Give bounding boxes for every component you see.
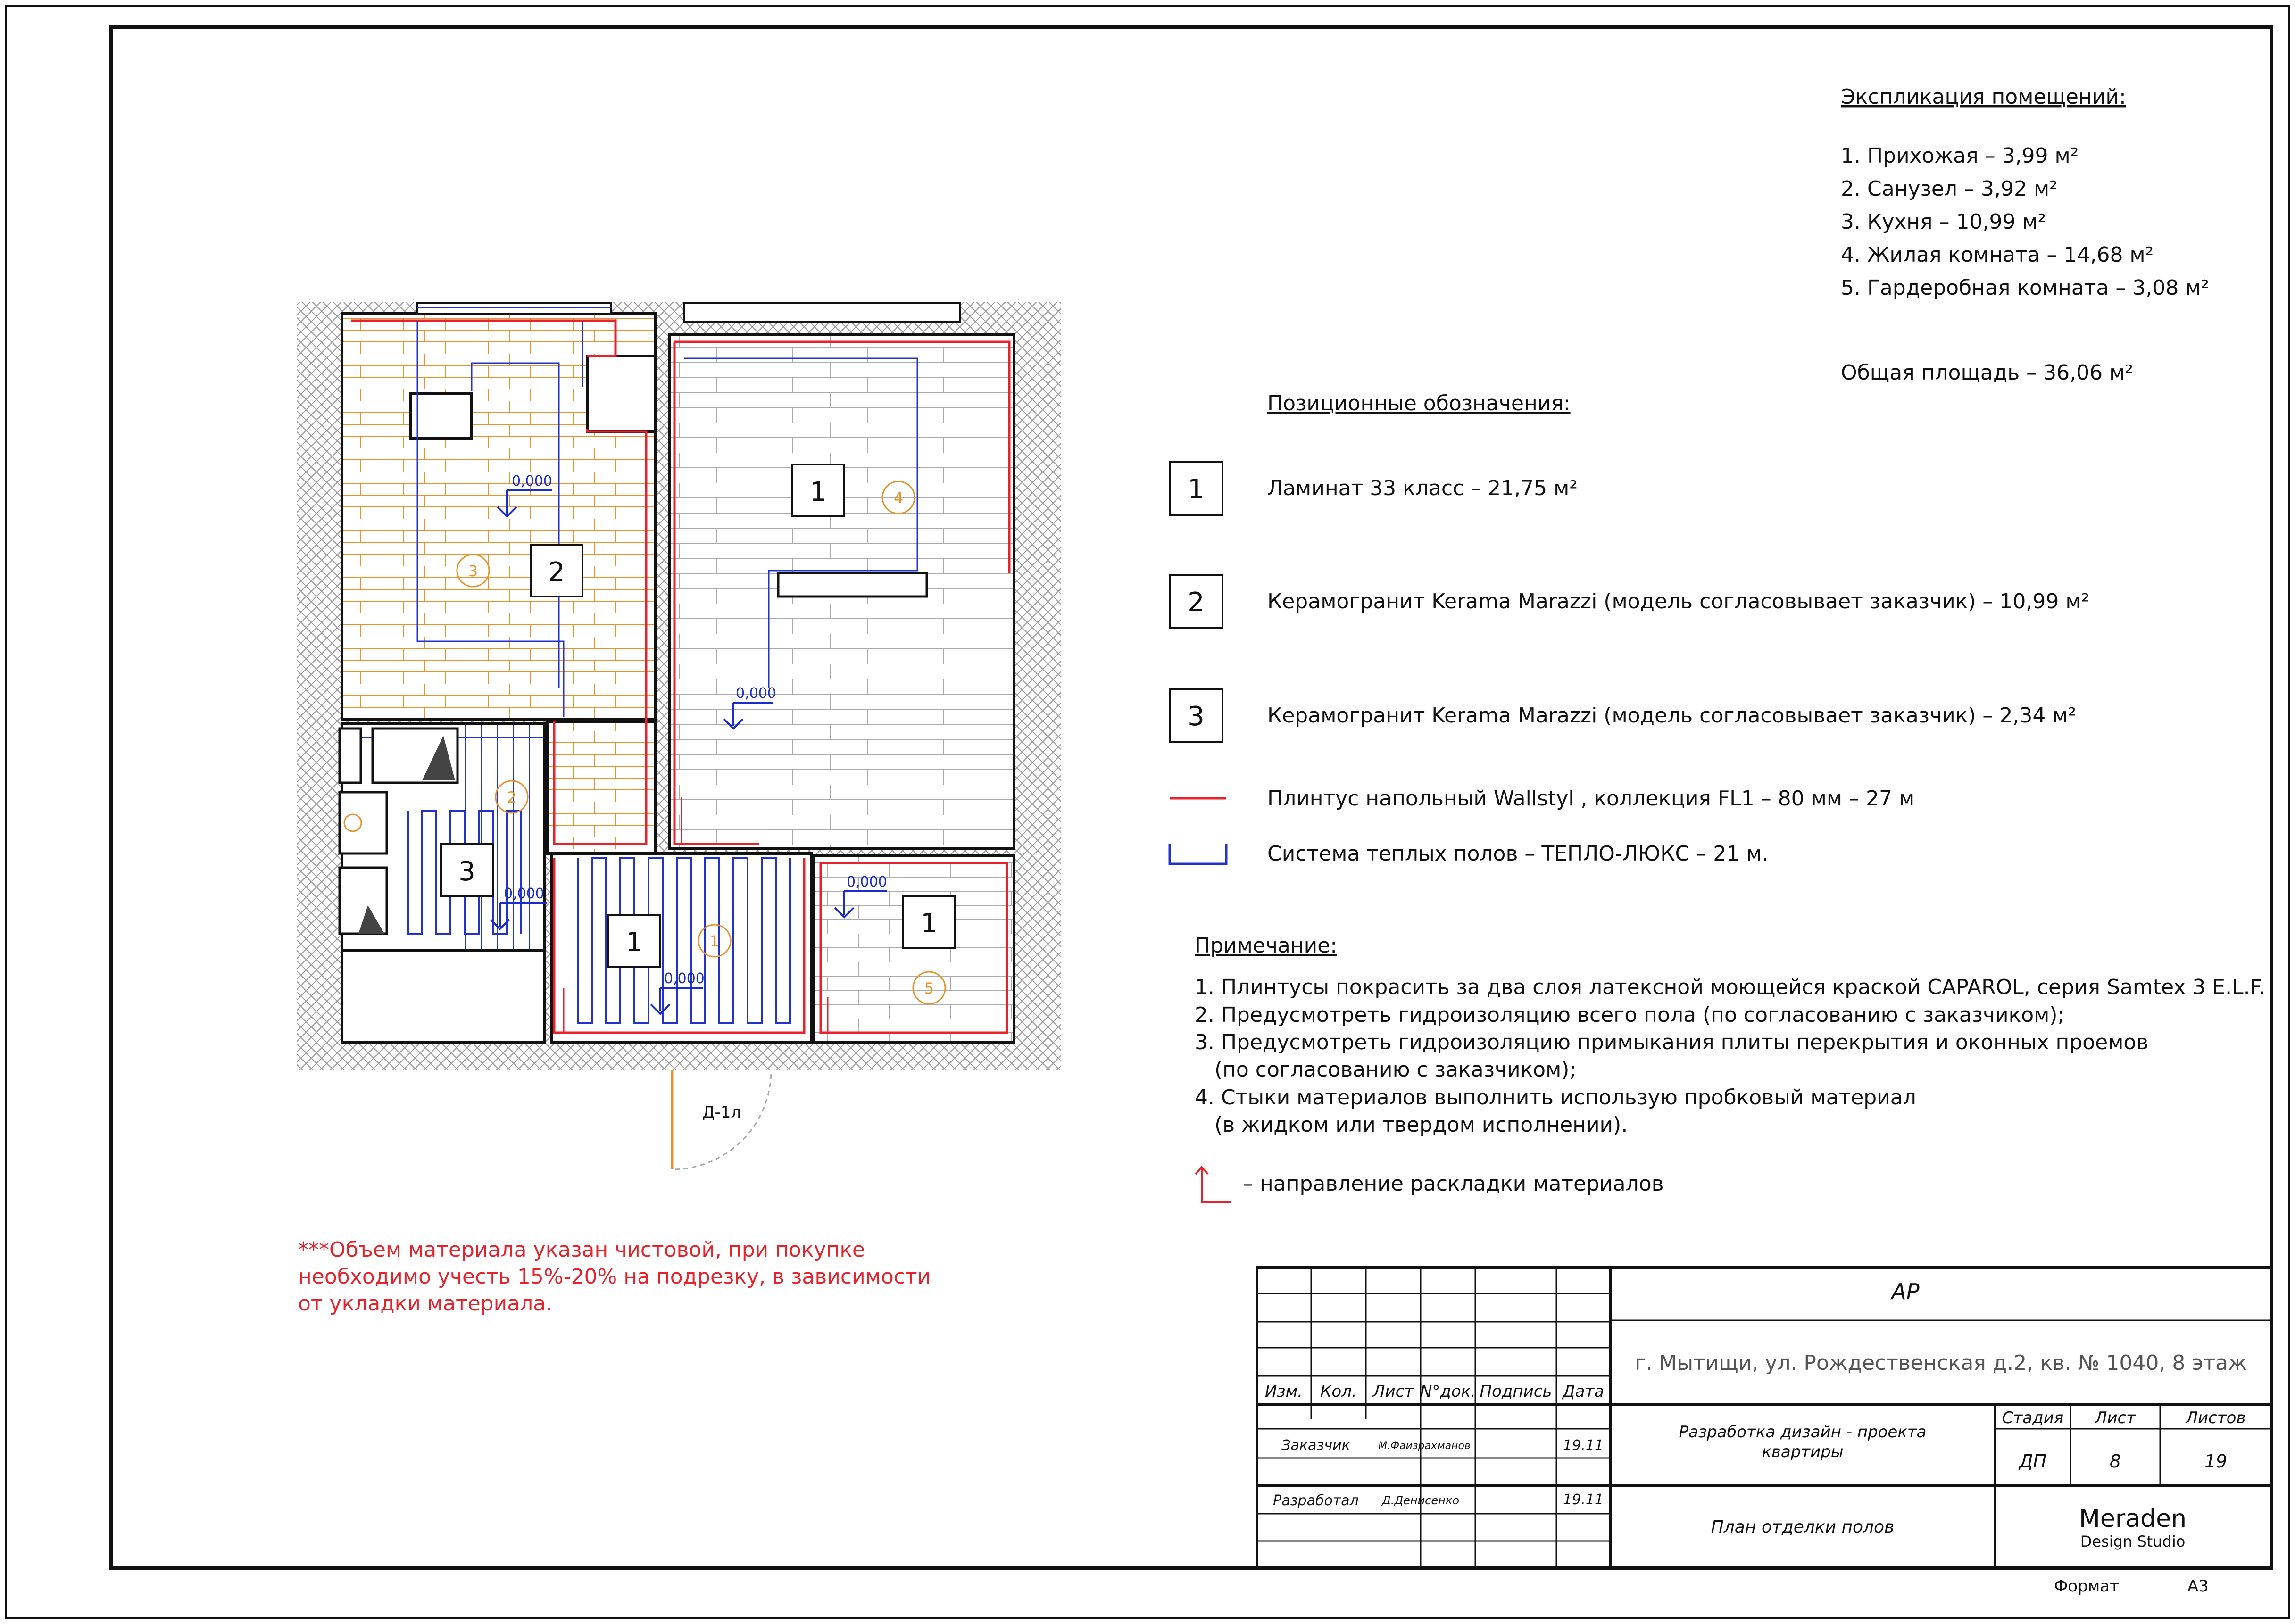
- level-hall: 0,000: [664, 970, 705, 987]
- explication-total: Общая площадь – 36,06 м²: [1841, 361, 2133, 385]
- warning-line: от укладки материала.: [298, 1292, 553, 1316]
- kitchen-niche: [587, 356, 656, 431]
- tb-sheet-title: План отделки полов: [1711, 1517, 1895, 1537]
- door-label: Д-1л: [702, 1103, 741, 1122]
- explication: [1841, 85, 2209, 385]
- room-num-kitchen: 3: [468, 562, 478, 580]
- notes: [1195, 934, 2265, 1202]
- tb-header: Дата: [1562, 1382, 1605, 1401]
- tb-project-line2: квартиры: [1762, 1442, 1844, 1461]
- warning-line: ***Объем материала указан чистовой, при покупке: [298, 1238, 865, 1262]
- legend-code: 2: [1188, 587, 1205, 618]
- tb-sheets: 19: [2204, 1451, 2228, 1472]
- tb-developer-role: Разработал: [1273, 1492, 1359, 1509]
- kitchen-lower: [547, 721, 656, 853]
- legend-code: 3: [1188, 701, 1205, 732]
- tb-sheet: 8: [2109, 1451, 2121, 1472]
- legend-title: Позиционные обозначения:: [1267, 391, 1571, 415]
- warning: [298, 1238, 931, 1316]
- wardrobe-floor: [814, 856, 1014, 1042]
- tb-sheet-header: Лист: [2095, 1409, 2136, 1427]
- legend: [1170, 391, 2089, 866]
- explication-item: 1. Прихожая – 3,99 м²: [1841, 144, 2079, 168]
- tb-customer-date: 19.11: [1563, 1437, 1604, 1454]
- tb-code: АР: [1891, 1279, 1920, 1304]
- explication-item: 5. Гардеробная комната – 3,08 м²: [1841, 276, 2210, 300]
- legend-code: 1: [1188, 474, 1205, 505]
- explication-item: 2. Санузел – 3,92 м²: [1841, 177, 2058, 201]
- room-num-bath: 2: [507, 788, 517, 806]
- window-living: [684, 303, 960, 322]
- room-num-wardrobe: 5: [924, 979, 934, 997]
- level-bath: 0,000: [504, 886, 544, 902]
- explication-title: Экспликация помещений:: [1841, 85, 2126, 109]
- explication-item: 3. Кухня – 10,99 м²: [1841, 210, 2046, 234]
- tb-header: Лист: [1372, 1382, 1414, 1401]
- level-wardrobe: 0,000: [847, 874, 887, 890]
- note-line: 1. Плинтусы покрасить за два слоя латексной моющейся краской CAPAROL, серия Samtex 3 E.L.F.: [1195, 975, 2265, 999]
- tb-project-line1: Разработка дизайн - проекта: [1679, 1423, 1927, 1442]
- floor-plan: [297, 302, 1061, 1169]
- legend-text: Керамогранит Kerama Marazzi (модель согласовывает заказчик) – 10,99 м²: [1267, 589, 2090, 613]
- code-hall: 1: [626, 927, 643, 958]
- hall-floor: [552, 853, 811, 1042]
- tb-header: Кол.: [1320, 1382, 1357, 1401]
- tb-stage-header: Стадия: [2002, 1409, 2064, 1427]
- tb-sheets-header: Листов: [2186, 1409, 2246, 1427]
- studio-logo-sub: Design Studio: [2080, 1533, 2186, 1550]
- level-living: 0,000: [736, 685, 776, 702]
- legend-text: Керамогранит Kerama Marazzi (модель согласовывает заказчик) – 2,34 м²: [1267, 704, 2077, 728]
- explication-item: 4. Жилая комната – 14,68 м²: [1841, 243, 2154, 267]
- format-value: А3: [2187, 1577, 2209, 1596]
- notes-title: Примечание:: [1195, 934, 1338, 958]
- washbasin: [340, 792, 387, 853]
- tb-customer-role: Заказчик: [1281, 1437, 1350, 1454]
- note-line: 2. Предусмотреть гидроизоляцию всего пола (по согласованию с заказчиком);: [1195, 1003, 2065, 1027]
- code-kitchen: 2: [548, 557, 565, 588]
- direction-legend-icon: [1196, 1167, 1231, 1202]
- code-wardrobe: 1: [921, 908, 938, 939]
- code-living: 1: [810, 477, 827, 507]
- format-label: Формат: [2054, 1577, 2119, 1596]
- legend-text: Плинтус напольный Wallstyl , коллекция FL1 – 80 мм – 27 м: [1267, 787, 1915, 811]
- bath-lower: [342, 950, 545, 1042]
- tb-header: Подпись: [1480, 1382, 1552, 1401]
- note-line: 3. Предусмотреть гидроизоляцию примыкания плиты перекрытия и оконных проемов: [1195, 1030, 2149, 1054]
- room-num-hall: 1: [709, 932, 720, 950]
- note-line: (в жидком или твердом исполнении).: [1195, 1113, 1628, 1137]
- tb-stage: ДП: [2019, 1451, 2047, 1472]
- tb-header: N°док.: [1420, 1382, 1476, 1401]
- tb-customer-name: М.Фаизрахманов: [1378, 1440, 1471, 1452]
- column: [410, 394, 472, 439]
- fixture-small: [340, 729, 361, 783]
- level-kitchen: 0,000: [512, 473, 552, 489]
- note-line: (по согласованию с заказчиком);: [1195, 1058, 1577, 1082]
- code-bath: 3: [458, 856, 475, 887]
- note-line: 4. Стыки материалов выполнить использую пробковый материал: [1195, 1085, 1916, 1110]
- room-num-living: 4: [893, 489, 904, 507]
- tb-developer-date: 19.11: [1563, 1491, 1604, 1508]
- tb-developer-name: Д.Денисенко: [1381, 1494, 1460, 1507]
- tb-header: Изм.: [1265, 1382, 1303, 1401]
- direction-legend-text: – направление раскладки материалов: [1243, 1172, 1664, 1196]
- legend-text: Ламинат 33 класс – 21,75 м²: [1267, 476, 1578, 500]
- tb-address: г. Мытищи, ул. Рождественская д.2, кв. № 1040, 8 этаж: [1635, 1351, 2247, 1375]
- warning-line: необходимо учесть 15%-20% на подрезку, в зависимости: [298, 1265, 931, 1289]
- studio-logo-main: Meraden: [2079, 1505, 2187, 1533]
- legend-heating-line: [1170, 844, 1226, 864]
- legend-text: Система теплых полов – ТЕПЛО-ЛЮКС – 21 м.: [1267, 842, 1769, 866]
- radiator: [778, 573, 927, 597]
